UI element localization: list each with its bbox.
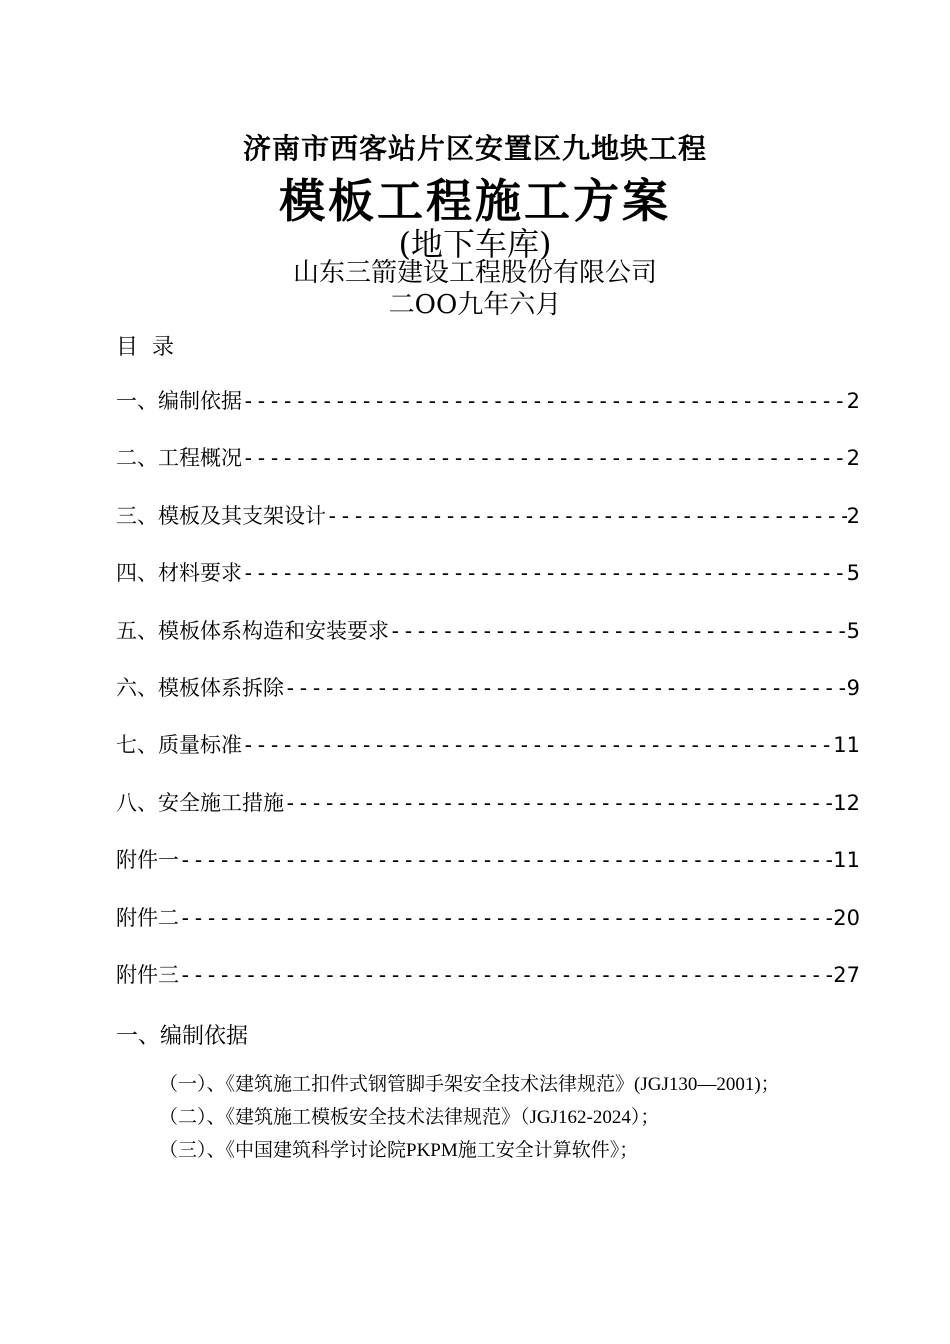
toc-entry-page: 27: [833, 962, 860, 987]
toc-entry[interactable]: [116, 844, 860, 901]
toc-entry-label: 附件三: [116, 962, 179, 987]
toc-leader: [242, 561, 847, 585]
toc-leader: [179, 906, 833, 930]
toc-entry-label: 四、材料要求: [116, 561, 242, 586]
toc-entry[interactable]: [116, 672, 860, 729]
toc-entry[interactable]: [116, 385, 860, 442]
toc-entry-label: 七、质量标准: [116, 733, 242, 758]
toc-entry-page: 2: [846, 446, 860, 471]
paragraph: （一）、《建筑施工扣件式钢管脚手架安全技术法律规范》(JGJ130—2001)；: [159, 1074, 780, 1095]
toc-entry-label: 三、模板及其支架设计: [116, 503, 326, 528]
toc-entry[interactable]: [116, 902, 860, 959]
toc-leader: [179, 848, 833, 872]
toc-entry[interactable]: [116, 442, 860, 499]
toc-heading: 目 录: [116, 335, 174, 360]
section-body: [114, 1068, 834, 1167]
toc-leader: [284, 676, 847, 700]
toc-entry[interactable]: [116, 615, 860, 672]
toc-entry-label: 附件一: [116, 848, 179, 873]
toc-entry-page: 2: [846, 389, 860, 413]
toc-leader: [284, 791, 833, 815]
toc-leader: [389, 619, 847, 643]
section-heading: 一、编制依据: [116, 1024, 249, 1049]
toc-leader: [242, 733, 833, 757]
toc-entry[interactable]: [116, 500, 860, 557]
paragraph: （二）、《建筑施工模板安全技术法律规范》（JGJ162-2024）；: [159, 1107, 660, 1128]
toc-leader: [326, 504, 847, 528]
toc-entry-label: 附件二: [116, 905, 179, 930]
toc-entry-page: 5: [846, 618, 860, 643]
project-name: 济南市西客站片区安置区九地块工程: [242, 132, 707, 165]
document-subtitle: (地下车库): [398, 225, 552, 263]
toc-entry-page: 11: [833, 733, 860, 758]
toc-leader: [242, 389, 847, 413]
toc-leader: [179, 963, 833, 987]
toc-entry-page: 5: [846, 561, 860, 586]
toc-entry-label: 六、模板体系拆除: [116, 675, 284, 700]
toc-entry-page: 12: [833, 790, 860, 815]
toc-entry[interactable]: [116, 959, 860, 1016]
toc-entry-label: 五、模板体系构造和安装要求: [116, 618, 389, 643]
toc-entry-page: 20: [833, 905, 860, 930]
company-name: 山东三箭建设工程股份有限公司: [292, 258, 657, 288]
toc-entry-label: 八、安全施工措施: [116, 790, 284, 815]
toc-entry-page: 11: [833, 848, 860, 873]
table-of-contents: [116, 385, 860, 1016]
toc-entry[interactable]: [116, 787, 860, 844]
toc-entry-label: 一、编制依据: [116, 389, 242, 413]
toc-entry[interactable]: [116, 557, 860, 614]
toc-entry-page: 9: [846, 675, 860, 700]
document-title: 模板工程施工方案: [279, 174, 671, 228]
document-date: 二OO九年六月: [388, 290, 562, 320]
paragraph: （三）、《中国建筑科学讨论院PKPM施工安全计算软件》；: [159, 1140, 639, 1161]
toc-entry-page: 2: [846, 503, 860, 528]
toc-leader: [242, 446, 847, 470]
toc-entry-label: 二、工程概况: [116, 446, 242, 471]
toc-entry[interactable]: [116, 729, 860, 786]
